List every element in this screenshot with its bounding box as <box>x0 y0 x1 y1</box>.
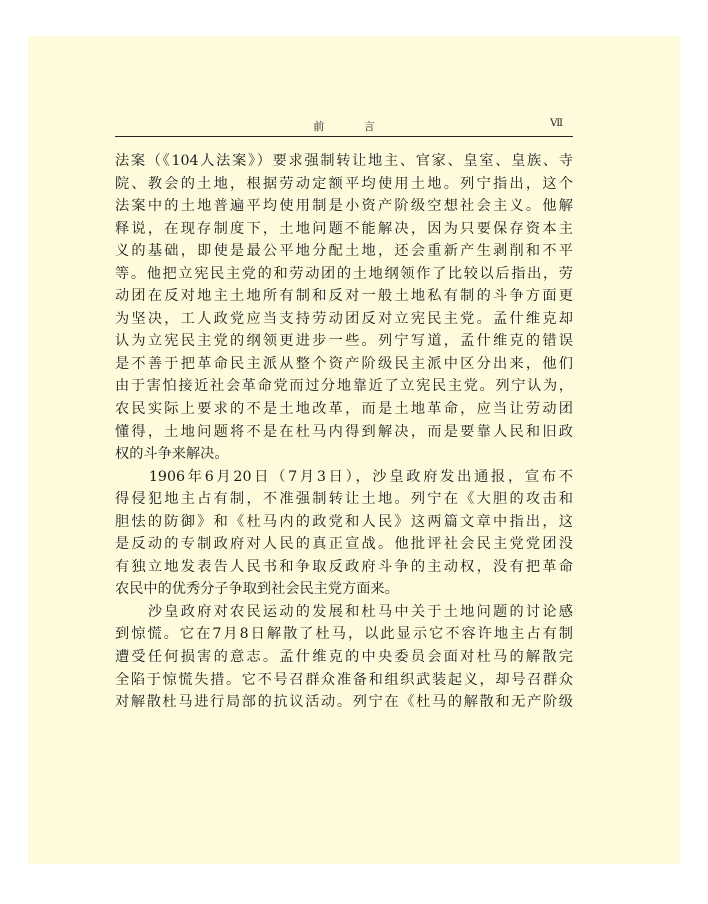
text-line-paragraph-end: 权的斗争来解决。 <box>115 446 229 463</box>
text-line: 到惊慌。它在7月8日解散了杜马，以此显示它不容许地主占有制 <box>115 626 573 643</box>
text-line: 认为立宪民主党的纲领更进步一些。列宁写道，孟什维克的错误 <box>115 333 573 350</box>
text-line: 有独立地发表告人民书和争取反政府斗争的主动权，没有把革命 <box>115 558 573 575</box>
text-line: 懂得，土地问题将不是在杜马内得到解决，而是要靠人民和旧政 <box>115 423 573 440</box>
text-line: 遭受任何损害的意志。孟什维克的中央委员会面对杜马的解散完 <box>115 649 573 666</box>
text-line: 动团在反对地主土地所有制和反对一般土地私有制的斗争方面更 <box>115 288 573 305</box>
text-line: 1906年6月20日（7月3日），沙皇政府发出通报，宣布不 <box>115 468 573 485</box>
text-line: 等。他把立宪民主党的和劳动团的土地纲领作了比较以后指出，劳 <box>115 265 573 282</box>
text-line: 全陷于惊慌失措。它不号召群众准备和组织武装起义，却号召群众 <box>115 671 573 688</box>
text-line: 农民实际上要求的不是土地改革，而是土地革命，应当让劳动团 <box>115 401 573 418</box>
text-line-paragraph-end: 农民中的优秀分子争取到社会民主党方面来。 <box>115 581 399 598</box>
text-line: 胆怯的防御》和《杜马内的政党和人民》这两篇文章中指出，这 <box>115 513 573 530</box>
text-line: 是反动的专制政府对人民的真正宣战。他批评社会民主党党团没 <box>115 536 573 553</box>
text-line: 义的基础，即使是最公平地分配土地，还会重新产生剥削和不平 <box>115 243 573 260</box>
text-line: 得侵犯地主占有制，不准强制转让土地。列宁在《大胆的攻击和 <box>115 491 573 508</box>
text-line: 沙皇政府对农民运动的发展和杜马中关于土地问题的讨论感 <box>115 603 573 620</box>
page-number: Ⅶ <box>550 118 563 129</box>
text-line: 由于害怕接近社会革命党而过分地靠近了立宪民主党。列宁认为， <box>115 378 573 395</box>
text-line: 为坚决，工人政党应当支持劳动团反对立宪民主党。孟什维克却 <box>115 310 573 327</box>
text-line: 院、教会的土地，根据劳动定额平均使用土地。列宁指出，这个 <box>115 175 573 192</box>
text-line: 法案中的土地普遍平均使用制是小资产阶级空想社会主义。他解 <box>115 198 573 215</box>
body-text <box>115 150 573 714</box>
running-header <box>115 116 573 137</box>
header-title: 前 言 <box>313 120 393 133</box>
text-line: 对解散杜马进行局部的抗议活动。列宁在《杜马的解散和无产阶级 <box>115 694 573 711</box>
text-line: 是不善于把革命民主派从整个资产阶级民主派中区分出来，他们 <box>115 355 573 372</box>
text-line: 释说，在现存制度下，土地问题不能解决，因为只要保存资本主 <box>115 220 573 237</box>
text-line: 法案（《104人法案》）要求强制转让地主、官家、皇室、皇族、寺 <box>115 153 573 169</box>
